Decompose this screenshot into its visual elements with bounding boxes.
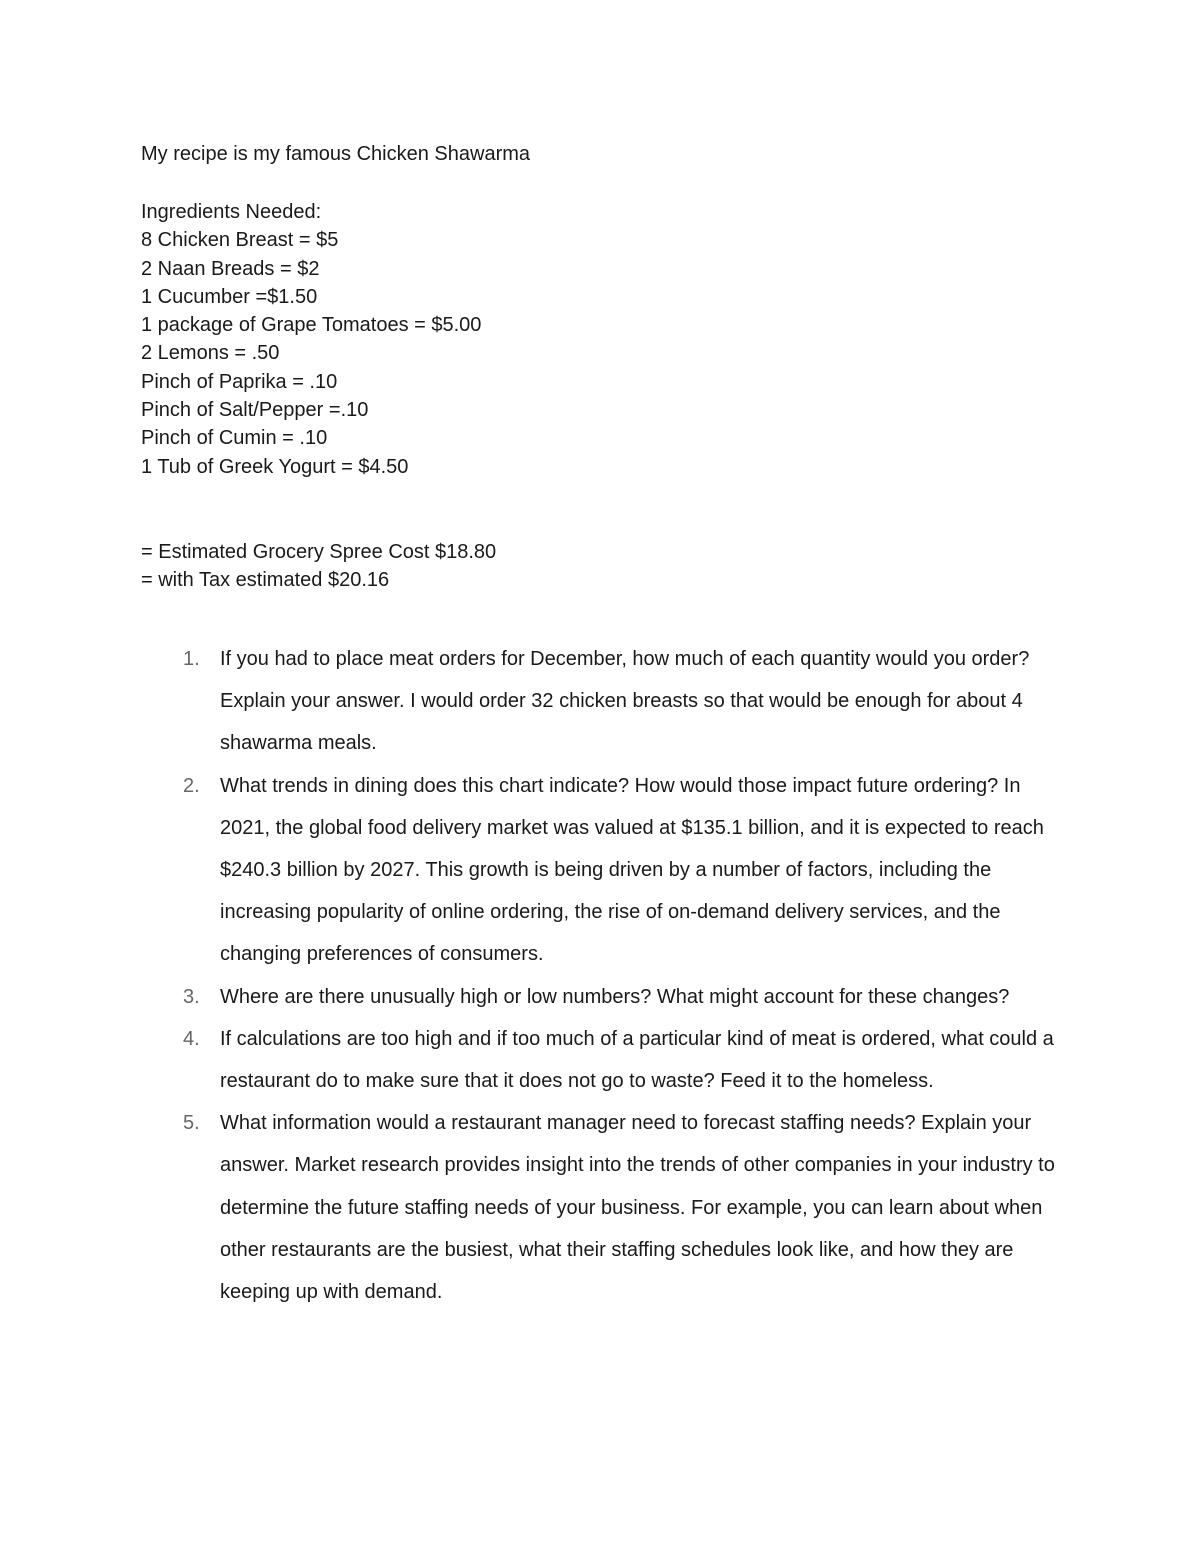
questions-list <box>141 638 1071 1313</box>
ingredient-item: 2 Lemons = .50 <box>141 342 280 365</box>
ingredient-item: Pinch of Paprika = .10 <box>141 370 338 393</box>
question-number: 2. <box>183 774 200 797</box>
recipe-title: My recipe is my famous Chicken Shawarma <box>141 143 531 165</box>
question-number: 3. <box>183 985 200 1008</box>
question-item <box>141 976 1071 1018</box>
question-item <box>141 1102 1071 1313</box>
ingredient-item: Pinch of Salt/Pepper =.10 <box>141 399 369 422</box>
question-text: What trends in dining does this chart indicate? How would those impact future ordering? In 2021, the global food delivery market was valued at $135.1 billion, and it is expected to reach $240.3 billion by 2027. This growth is being driven by a number of factors, including the increasing popularity of online ordering, the rise of on-demand delivery services, and the changing preferences of consumers. <box>220 774 1044 966</box>
ingredient-item: Pinch of Cumin = .10 <box>141 427 328 450</box>
ingredient-item: 1 Cucumber =$1.50 <box>141 285 318 308</box>
cost-totals <box>141 538 496 594</box>
question-text: If you had to place meat orders for December, how much of each quantity would you order? Explain your answer. I would order 32 chicken breasts so that would be enough for about 4 shawarma meals. <box>220 648 1030 755</box>
question-number: 5. <box>183 1112 200 1135</box>
question-number: 1. <box>183 648 200 670</box>
ingredient-item: 2 Naan Breads = $2 <box>141 257 320 280</box>
estimated-cost: = Estimated Grocery Spree Cost $18.80 <box>141 541 497 563</box>
question-text: Where are there unusually high or low numbers? What might account for these changes? <box>220 985 1010 1008</box>
question-text: What information would a restaurant manager need to forecast staffing needs? Explain your answer. Market research provides insight into the trends of other companies in your industry to determine the future staffing needs of your business. For example, you can learn about when other restaurants are the busiest, what their staffing schedules look like, and how they are keeping up with demand. <box>220 1112 1055 1304</box>
question-item <box>141 1018 1071 1102</box>
question-number: 4. <box>183 1027 200 1050</box>
ingredient-item: 1 package of Grape Tomatoes = $5.00 <box>141 314 482 337</box>
ingredients-heading: Ingredients Needed: <box>141 201 322 223</box>
ingredient-item: 1 Tub of Greek Yogurt = $4.50 <box>141 455 409 478</box>
question-item <box>141 765 1071 976</box>
ingredient-item: 8 Chicken Breast = $5 <box>141 229 339 252</box>
cost-with-tax: = with Tax estimated $20.16 <box>141 569 390 591</box>
question-item <box>141 638 1071 765</box>
question-text: If calculations are too high and if too much of a particular kind of meat is ordered, what could a restaurant do to make sure that it does not go to waste? Feed it to the homeless. <box>220 1027 1054 1093</box>
ingredients-list <box>141 198 481 481</box>
